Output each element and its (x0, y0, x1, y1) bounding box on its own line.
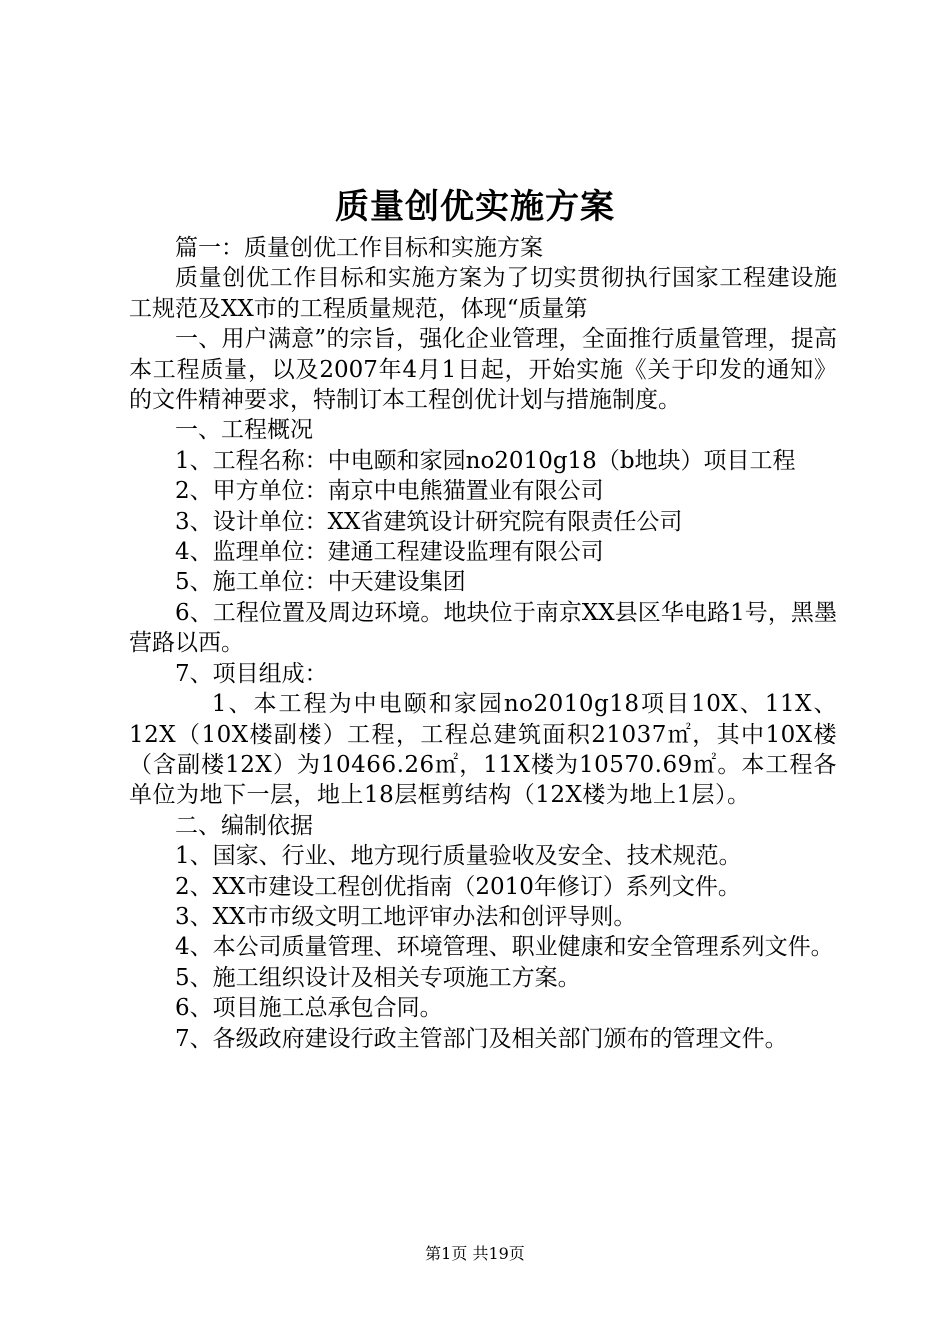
paragraph-location: 6、工程位置及周边环境。地块位于南京XX县区华电路1号，黑墨营路以西。 (129, 599, 837, 657)
paragraph-designer: 3、设计单位：XX省建筑设计研究院有限责任公司 (175, 508, 683, 535)
basis-item: 2、XX市建设工程创优指南（2010年修订）系列文件。 (175, 873, 741, 900)
paragraph-contractor: 5、施工单位：中天建设集团 (175, 569, 466, 596)
basis-item: 6、项目施工总承包合同。 (175, 995, 443, 1022)
page-footer: 第1页 共19页 (425, 1244, 525, 1263)
section-heading-basis: 二、编制依据 (175, 812, 313, 839)
basis-item: 3、XX市市级文明工地评审办法和创评导则。 (175, 903, 637, 930)
document-title: 质量创优实施方案 (335, 187, 615, 227)
paragraph-composition-heading: 7、项目组成： (175, 660, 328, 687)
paragraph-subtitle: 篇一：质量创优工作目标和实施方案 (175, 235, 543, 261)
basis-item: 7、各级政府建设行政主管部门及相关部门颁布的管理文件。 (175, 1025, 788, 1052)
basis-item: 4、本公司质量管理、环境管理、职业健康和安全管理系列文件。 (175, 934, 834, 961)
basis-item: 5、施工组织设计及相关专项施工方案。 (175, 964, 581, 991)
paragraph-supervisor: 4、监理单位：建通工程建设监理有限公司 (175, 539, 604, 566)
paragraph-intro: 质量创优工作目标和实施方案为了切实贯彻执行国家工程建设施工规范及XX市的工程质量规范，体现“质量第 (129, 265, 837, 322)
document-body (129, 233, 837, 1054)
section-heading-overview: 一、工程概况 (175, 417, 313, 444)
paragraph-project-name: 1、工程名称：中电颐和家园no2010g18（b地块）项目工程 (175, 447, 796, 474)
paragraph-composition-detail: 1、本工程为中电颐和家园no2010g18项目10X、11X、12X（10X楼副楼）工程，工程总建筑面积21037㎡，其中10X楼（含副楼12X）为10466.26㎡，11X楼为10570.69㎡。本工程各单位为地下一层，地上18层框剪结构（12X楼为地上1层）。 (129, 691, 837, 809)
paragraph-client: 2、甲方单位：南京中电熊猫置业有限公司 (175, 478, 604, 505)
paragraph-purpose: 一、用户满意”的宗旨，强化企业管理，全面推行质量管理，提高本工程质量，以及2007年4月1日起，开始实施《关于印发的通知》的文件精神要求，特制订本工程创优计划与措施制度。 (129, 326, 837, 414)
basis-item: 1、国家、行业、地方现行质量验收及安全、技术规范。 (175, 843, 742, 870)
